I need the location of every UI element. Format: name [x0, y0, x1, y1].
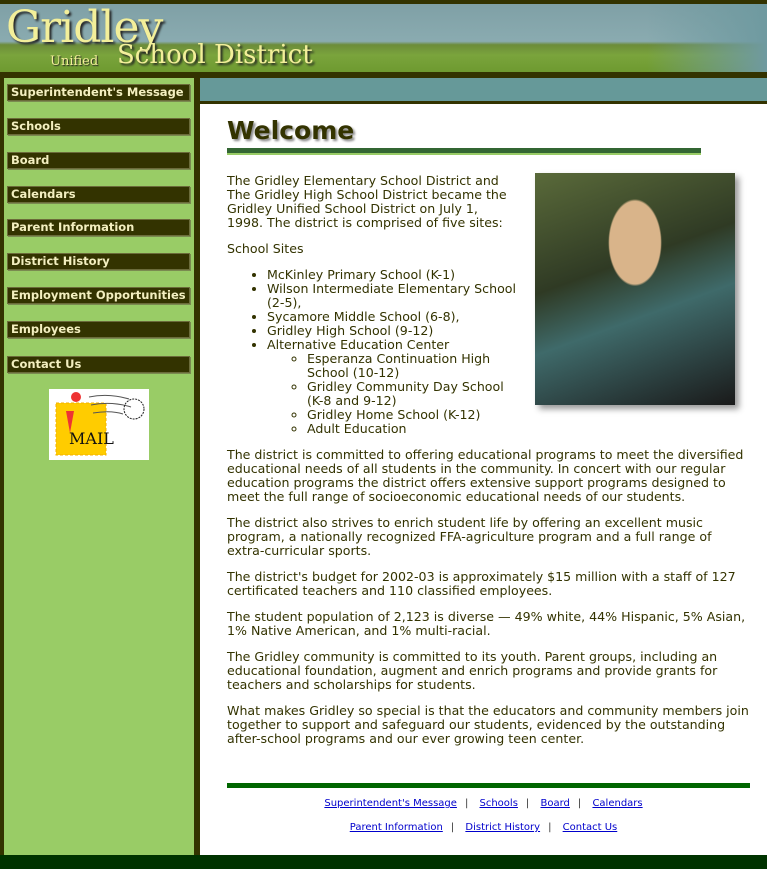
list-item: ◦ Esperanza Continuation High School (10-12)	[307, 352, 517, 380]
list-item: ◦ Adult Education	[307, 422, 517, 436]
footer-link-calendars[interactable]: Calendars	[592, 798, 643, 809]
nav-employees[interactable]: Employees	[7, 321, 190, 338]
mail-stamp-icon	[49, 389, 149, 460]
list-item: • Sycamore Middle School (6-8),	[267, 310, 517, 324]
logo-gridley: Gridley	[6, 2, 163, 53]
student-photo	[535, 173, 735, 405]
nav-contact-us[interactable]: Contact Us	[7, 356, 190, 373]
footer-link-board[interactable]: Board	[540, 798, 570, 809]
page-title: Welcome	[227, 116, 355, 145]
list-item: ◦ Gridley Home School (K-12)	[307, 408, 517, 422]
paragraph: What makes Gridley so special is that the educators and community members join together to support and safeguard our students, evidenced by the outstanding after-school programs and our ever growing teen center.	[227, 703, 749, 746]
content-top-strip	[200, 78, 767, 104]
list-item: • Gridley High School (9-12)	[267, 324, 517, 338]
svg-text:MAIL: MAIL	[69, 429, 114, 448]
footer-link-contact-us[interactable]: Contact Us	[562, 822, 618, 833]
separator: |	[525, 798, 530, 809]
sites-list	[267, 268, 517, 436]
nav-schools[interactable]: Schools	[7, 118, 190, 135]
footer-link-district-history[interactable]: District History	[465, 822, 541, 833]
paragraph: The district also strives to enrich student life by offering an excellent music program, a nationally recognized FFA-agriculture program and a full range of extra-curricular sports.	[227, 515, 712, 558]
footer-link-parent-information[interactable]: Parent Information	[349, 822, 443, 833]
list-item: ◦ Gridley Community Day School (K-8 and 9-12)	[307, 380, 517, 408]
header-banner	[0, 0, 767, 72]
footer-links-row1	[200, 798, 767, 809]
sidebar	[0, 78, 200, 855]
nav-parent-information[interactable]: Parent Information	[7, 219, 190, 236]
footer-rule	[227, 783, 750, 788]
footer-links-row2	[200, 822, 767, 833]
paragraph: The Gridley community is committed to its youth. Parent groups, including an educational foundation, augment and enrich programs and provide grants for teachers and scholarships for students.	[227, 649, 718, 692]
title-underline	[227, 148, 701, 153]
sites-heading: School Sites	[227, 241, 304, 256]
alt-sites-list	[307, 352, 517, 436]
bottom-bar	[0, 855, 767, 869]
paragraph: The student population of 2,123 is diverse — 49% white, 44% Hispanic, 5% Asian, 1% Native American, and 1% multi-racial.	[227, 609, 746, 638]
nav-district-history[interactable]: District History	[7, 253, 190, 270]
imail-stamp-link[interactable]	[49, 389, 149, 460]
nav-board[interactable]: Board	[7, 152, 190, 169]
nav-superintendents-message[interactable]: Superintendent's Message	[7, 84, 190, 101]
footer-link-superintendents-message[interactable]: Superintendent's Message	[324, 798, 457, 809]
separator: |	[450, 822, 455, 833]
list-item-label: Alternative Education Center	[267, 337, 450, 352]
footer-link-schools[interactable]: Schools	[479, 798, 518, 809]
logo-unified: Unified	[50, 54, 99, 69]
logo-school-district: School District	[117, 40, 313, 70]
nav-calendars[interactable]: Calendars	[7, 186, 190, 203]
paragraph: The district's budget for 2002-03 is approximately $15 million with a staff of 127 certificated teachers and 110 classified employees.	[227, 569, 736, 598]
paragraph: The district is committed to offering educational programs to meet the diversified educational needs of all students in the community. In concert with our regular education programs the district offers extensive support programs designed to meet the full range of socioeconomic educational needs of our students.	[227, 447, 744, 504]
nav-employment-opportunities[interactable]: Employment Opportunities	[7, 287, 190, 304]
list-item	[267, 338, 517, 436]
intro-paragraph: The Gridley Elementary School District and The Gridley High School District became the Gridley Unified School District on July 1, 1998. The district is comprised of five sites:	[227, 173, 507, 230]
list-item: • Wilson Intermediate Elementary School (2-5),	[267, 282, 517, 310]
separator: |	[548, 822, 552, 833]
separator: |	[577, 798, 582, 809]
separator: |	[464, 798, 469, 809]
list-item: • McKinley Primary School (K-1)	[267, 268, 517, 282]
